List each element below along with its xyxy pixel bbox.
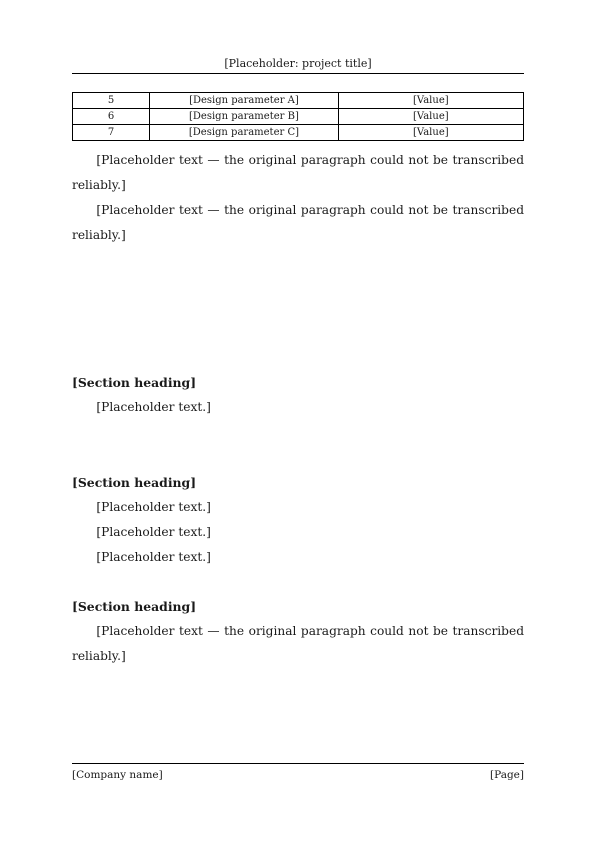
table-row bbox=[73, 125, 524, 141]
row-number: 7 bbox=[73, 125, 150, 141]
paragraph-assessment-stages: [Placeholder text.] bbox=[96, 400, 211, 414]
section-heading-key-issues: [Section heading] bbox=[72, 475, 197, 490]
paragraph-key-issues-intro: [Placeholder text.] bbox=[96, 500, 211, 514]
intro-block bbox=[72, 148, 524, 248]
intro-paragraph-legal-basis: [Placeholder text — the original paragraph could not be transcribed reliably.] bbox=[72, 153, 524, 192]
row-number: 6 bbox=[73, 109, 150, 125]
paragraph-conclusion: [Placeholder text — the original paragraph could not be transcribed reliably.] bbox=[72, 624, 524, 663]
section-assessment-process bbox=[72, 395, 524, 420]
footer-divider bbox=[72, 763, 524, 764]
row-value: [Value] bbox=[338, 109, 523, 125]
row-value: [Value] bbox=[338, 93, 523, 109]
row-number: 5 bbox=[73, 93, 150, 109]
list-item-construction-impact: [Placeholder text.] bbox=[96, 525, 211, 539]
row-item: [Design parameter C] bbox=[150, 125, 338, 141]
section-heading-conclusion: [Section heading] bbox=[72, 599, 197, 614]
table-row bbox=[73, 93, 524, 109]
table-row bbox=[73, 109, 524, 125]
intro-paragraph-work-process: [Placeholder text — the original paragraph could not be transcribed reliably.] bbox=[72, 203, 524, 242]
section-key-issues bbox=[72, 495, 524, 570]
header-divider bbox=[72, 73, 524, 74]
footer-company-name: [Company name] bbox=[72, 769, 163, 781]
page-number: [Page] bbox=[490, 769, 524, 781]
section-conclusion bbox=[72, 619, 524, 669]
row-value: [Value] bbox=[338, 125, 523, 141]
row-item: [Design parameter A] bbox=[150, 93, 338, 109]
list-item-operation-noise: [Placeholder text.] bbox=[96, 550, 211, 564]
page-header-title: [Placeholder: project title] bbox=[224, 57, 372, 70]
row-item: [Design parameter B] bbox=[150, 109, 338, 125]
design-parameters-table bbox=[72, 92, 524, 141]
section-heading-assessment-process: [Section heading] bbox=[72, 375, 197, 390]
